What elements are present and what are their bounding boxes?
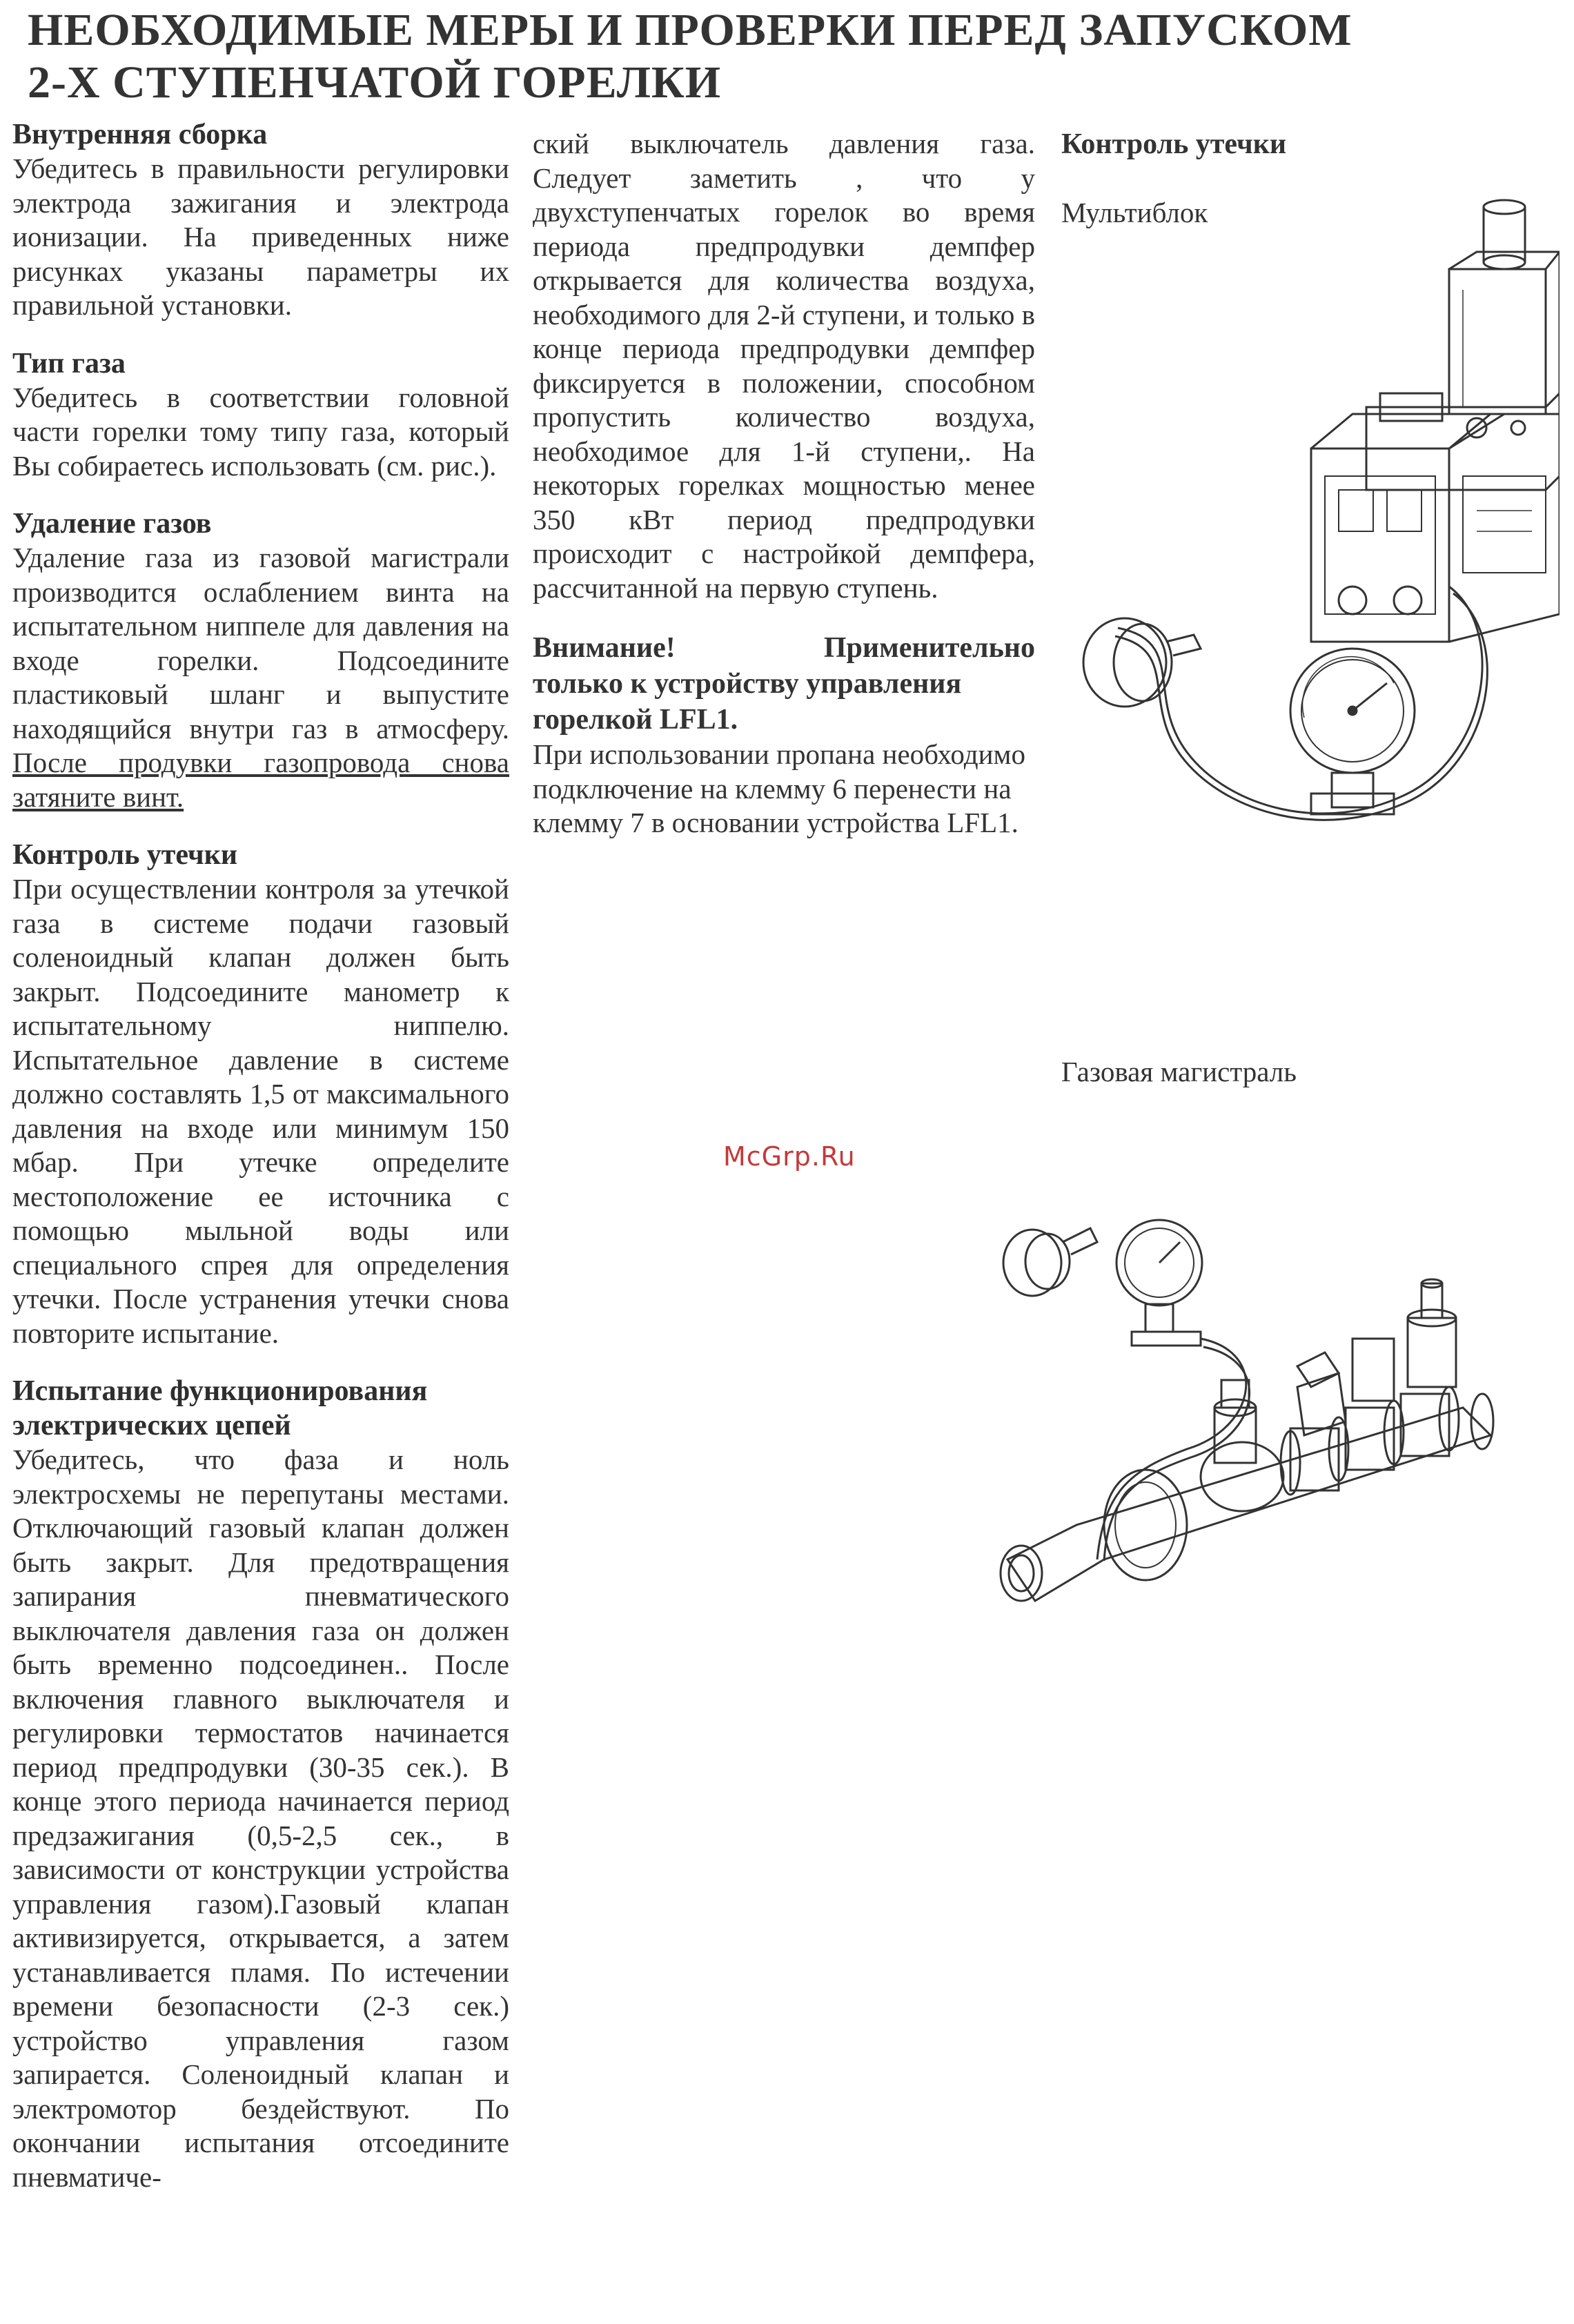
multiblock-drawing [1063, 186, 1560, 849]
section-assembly [12, 117, 509, 323]
page-title-line-1: НЕОБХОДИМЫЕ МЕРЫ И ПРОВЕРКИ ПЕРЕД ЗАПУСКОМ [28, 5, 1352, 55]
gas-removal-text: Удаление газа из газовой магистрали производится ослаблением винта на испытательном ниппеле для давления на входе горелки. Подсоедините пластиковый шланг и выпустите находящийся внутри газ в атмосферу. [12, 542, 509, 745]
section-text: Убедитесь, что фаза и ноль электросхемы не перепутаны местами. Отключающий газовый клапан должен быть закрыт. Для предотвращения запирания пневматического выключателя давления газа он должен быть временно подсоединен.. После включения главного выключателя и регулировки термостатов начинается период предпродувки (30-35 сек.). В конце этого периода начинается период предзажигания (0,5-2,5 сек., в зависимости от конструкции устройства управления газом).Газовый клапан активизируется, открывается, а затем устанавливается пламя. По истечении времени безопасности (2-3 сек.) устройство управления газом запирается. Соленоидный клапан и электромотор бездействуют. По окончании испытания отсоедините пневматиче- [12, 1444, 509, 2193]
multiblock-illustration [1063, 186, 1560, 849]
section-gas-type [12, 346, 509, 484]
section-text [12, 541, 509, 814]
section-leak-control [12, 838, 509, 1350]
section-heading: Удаление газов [12, 508, 212, 540]
section-heading: Внутренняя сборка [12, 119, 268, 150]
warning-heading [533, 630, 1035, 738]
warning-text: При использовании пропана необходимо подключение на клемму 6 перенести на клемму 7 в основании устройства LFL1. [533, 738, 1025, 838]
section-text: Убедитесь в правильности регулировки электрода зажигания и электрода ионизации. На приведенных ниже рисунках указаны параметры их правильной установки. [12, 152, 509, 321]
section-gas-removal [12, 506, 509, 814]
warning-label: Внимание! [533, 632, 676, 664]
column-left [12, 117, 509, 2218]
section-electrical-test [12, 1374, 509, 2194]
column-middle [533, 127, 1035, 840]
warning-heading-line [533, 630, 1035, 666]
multiblock-label: Мультиблок [1061, 197, 1208, 228]
watermark-text: McGrp.Ru [723, 1141, 856, 1172]
page-title-line-2: 2-Х СТУПЕНЧАТОЙ ГОРЕЛКИ [28, 57, 722, 108]
gas-line-label: Газовая магистраль [1061, 1056, 1297, 1087]
section-text: Убедитесь в соответствии головной части горелки тому типу газа, который Вы собираетесь использовать (см. рис.). [12, 381, 509, 482]
gas-line-drawing [994, 1201, 1504, 1615]
section-text: При осуществлении контроля за утечкой газа в системе подачи газовый соленоидный клапан должен быть закрыт. Подсоедините манометр к испытательному ниппелю. Испытательное давление в системе должно составлять 1,5 от максимального давления на входе или минимум 150 мбар. При утечке определите местоположение ее источника с помощью мыльной воды или специального спрея для определения утечки. После устранения утечки снова повторите испытание. [12, 873, 509, 1349]
section-heading: Контроль утечки [12, 839, 238, 871]
section-heading: Испытание функционирования электрических цепей [12, 1375, 428, 1441]
gas-line-illustration [994, 1201, 1504, 1615]
section-heading: Тип газа [12, 347, 126, 380]
right-heading: Контроль утечки [1061, 128, 1287, 160]
gas-removal-underlined-text: После продувки газопровода снова затяните винт. [12, 747, 509, 813]
warning-heading-rest: только к устройству управления горелкой LFL1. [533, 668, 962, 736]
warning-label-rest: Применительно [823, 632, 1035, 664]
continuation-text: ский выключатель давления газа. Следует заметить , что у двухступенчатых горелок во время периода предпродувки демпфер открывается для количества воздуха, необходимого для 2-й ступени, и только в конце периода предпродувки демпфер фиксируется в положении, способном пропустить количество воздуха, необходимое для 1-й ступени,. На некоторых горелках мощностью менее 350 кВт период предпродувки происходит с настройкой демпфера, рассчитанной на первую ступень. [533, 128, 1035, 604]
page-title [28, 4, 1408, 109]
